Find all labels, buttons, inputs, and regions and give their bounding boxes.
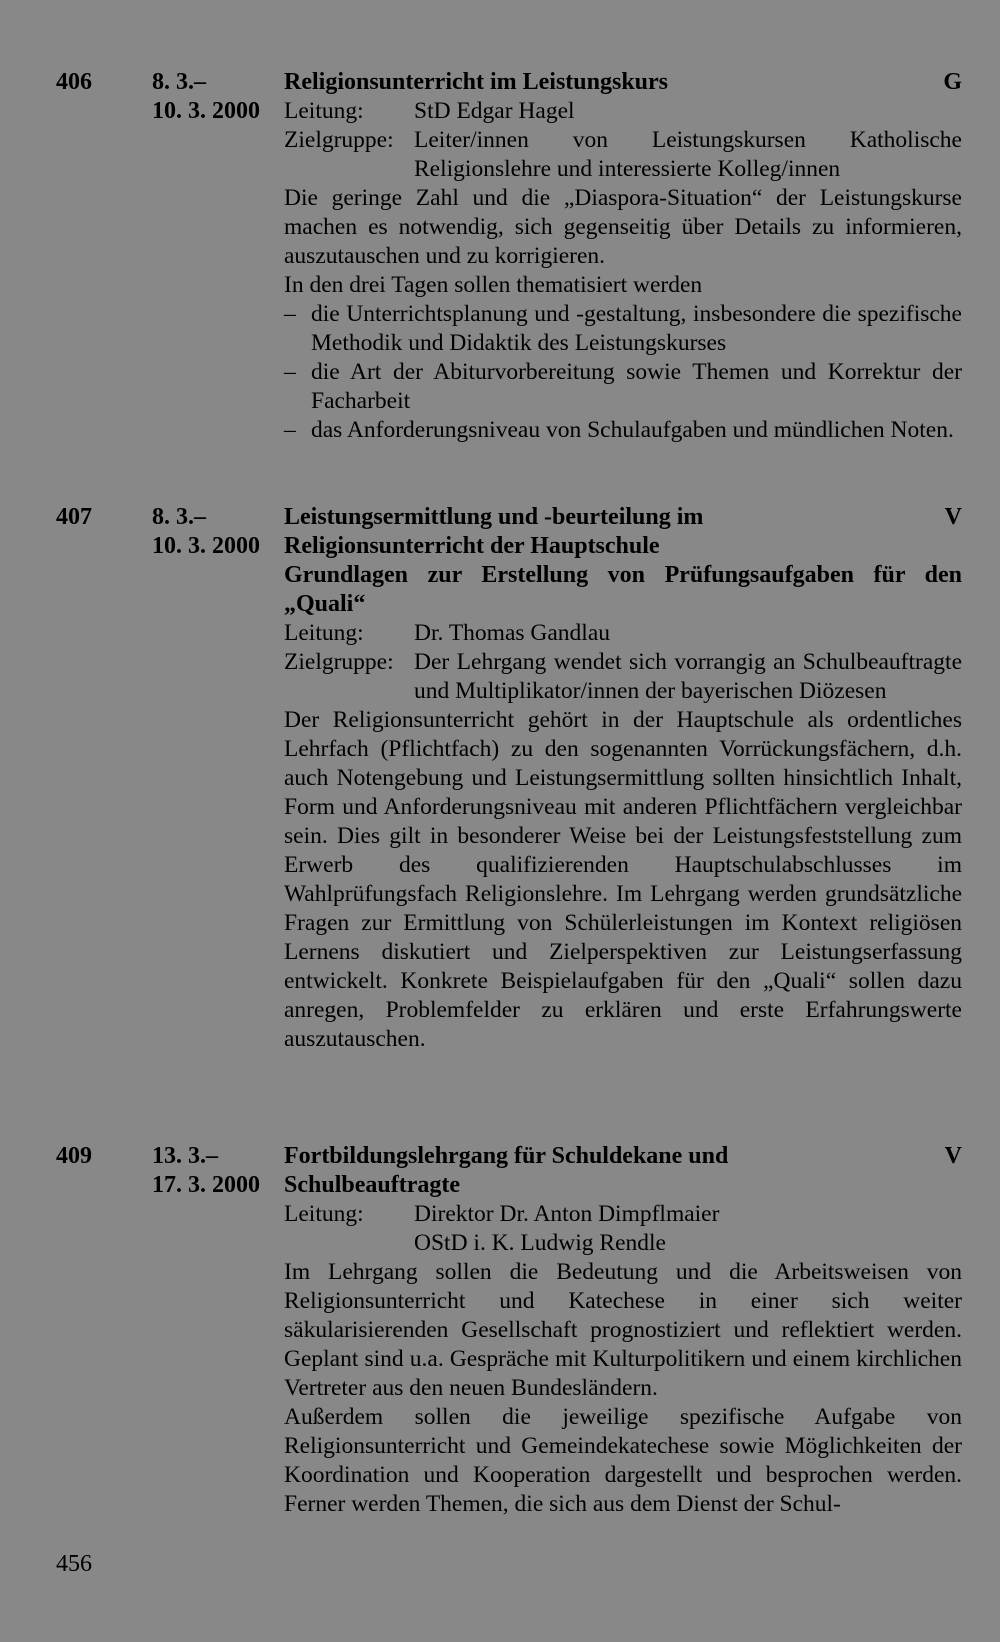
- course-dates: [152, 68, 260, 126]
- description-paragraph: Außerdem sollen die jeweilige spezifische Aufgabe von Religionsunterricht und Gemeindekatechese sowie Möglichkeiten der Koordination und Kooperation dargestellt und besprochen werden. Ferner werden Themen, die sich aus dem Dienst der Schul-: [284, 1404, 962, 1517]
- leitung-value: Dr. Thomas Gandlau: [414, 620, 611, 646]
- zielgruppe-label: Zielgruppe:: [284, 127, 394, 153]
- page-number: 456: [56, 1551, 92, 1577]
- leitung-label-spacer: [284, 1229, 414, 1258]
- course-body: [284, 1142, 962, 1519]
- course-subtitle: Grundlagen zur Erstellung von Prüfungsaufgaben für den „Quali“: [284, 562, 962, 617]
- leitung-row: [284, 619, 962, 648]
- list-item: – das Anforderungsniveau von Schulaufgaben und mündlichen Noten.: [284, 416, 962, 445]
- topic-list: [284, 300, 962, 445]
- list-item: – die Unterrichtsplanung und -gestaltung, insbesondere die spezifische Methodik und Didaktik des Leistungskurses: [284, 300, 962, 358]
- leitung-row: [284, 1200, 962, 1229]
- leitung-value-2: OStD i. K. Ludwig Rendle: [414, 1230, 666, 1256]
- date-start: 8. 3.–: [152, 69, 206, 95]
- leitung-row-2: [284, 1229, 962, 1258]
- leitung-row: [284, 97, 962, 126]
- description-paragraph: Im Lehrgang sollen die Bedeutung und die Arbeitsweisen von Religionsunterricht und Katechese in einer sich weiter säkularisierenden Gesellschaft prognostiziert und reflektiert werden. Geplant sind u.a. Gespräche mit Kulturpolitikern und einem kirchlichen Vertreter aus den neuen Bundesländern.: [284, 1259, 962, 1401]
- date-end: 17. 3. 2000: [152, 1172, 260, 1198]
- description-paragraph: Die geringe Zahl und die „Diaspora-Situation“ der Leistungskurse machen es notwendig, sich gegenseitig über Details zu informieren, auszutauschen und zu korrigieren.: [284, 185, 962, 269]
- zielgruppe-label: Zielgruppe:: [284, 649, 394, 675]
- course-number: 409: [56, 1143, 92, 1169]
- description-paragraph: Der Religionsunterricht gehört in der Hauptschule als ordentliches Lehrfach (Pflichtfach) zu den sogenannten Vorrückungsfächern, d.h. auch Notengebung und Leistungsermittlung sollten hinsichtlich Inhalt, Form und Anforderungsniveau mit anderen Pflichtfächern vergleichbar sein. Dies gilt in besonderer Weise bei der Leistungsfeststellung zum Erwerb des qualifizierenden Hauptschulabschlusses im Wahlprüfungsfach Religionslehre. Im Lehrgang werden grundsätzliche Fragen zur Ermittlung von Schülerleistungen im Kontext religiösen Lernens diskutiert und Zielperspektiven zur Leistungserfassung entwickelt. Konkrete Beispielaufgaben für den „Quali“ sollen dazu anregen, Problemfelder zu erklären und erste Erfahrungswerte auszutauschen.: [284, 707, 962, 1052]
- course-number: 407: [56, 504, 92, 530]
- course-title: Fortbildungslehrgang für Schuldekane und Schulbeauftragte: [284, 1143, 729, 1198]
- course-body: [284, 503, 962, 1054]
- course-title: Leistungsermittlung und -beurteilung im Religionsunterricht der Hauptschule: [284, 504, 704, 559]
- date-end: 10. 3. 2000: [152, 533, 260, 559]
- course-number: 406: [56, 69, 92, 95]
- course-dates: [152, 1142, 260, 1200]
- list-item: – die Art der Abiturvorbereitung sowie Themen und Korrektur der Facharbeit: [284, 358, 962, 416]
- date-end: 10. 3. 2000: [152, 98, 260, 124]
- date-start: 8. 3.–: [152, 504, 206, 530]
- course-category: G: [943, 69, 962, 95]
- course-category: V: [944, 1143, 962, 1169]
- course-category: V: [944, 504, 962, 530]
- zielgruppe-value: Leiter/innen von Leistungskursen Katholische Religionslehre und interessierte Kolleg/innen: [414, 127, 962, 182]
- leitung-value: StD Edgar Hagel: [414, 98, 575, 124]
- description-paragraph: In den drei Tagen sollen thematisiert werden: [284, 272, 703, 298]
- course-dates: [152, 503, 260, 561]
- leitung-label: Leitung:: [284, 98, 364, 124]
- leitung-value: Direktor Dr. Anton Dimpflmaier: [414, 1201, 720, 1227]
- course-title: Religionsunterricht im Leistungskurs: [284, 69, 669, 95]
- course-body: [284, 68, 962, 445]
- date-start: 13. 3.–: [152, 1143, 218, 1169]
- zielgruppe-row: [284, 648, 962, 706]
- zielgruppe-row: [284, 126, 962, 184]
- zielgruppe-value: Der Lehrgang wendet sich vorrangig an Schulbeauftragte und Multiplikator/innen der bayerischen Diözesen: [414, 649, 962, 704]
- leitung-label: Leitung:: [284, 1201, 364, 1227]
- leitung-label: Leitung:: [284, 620, 364, 646]
